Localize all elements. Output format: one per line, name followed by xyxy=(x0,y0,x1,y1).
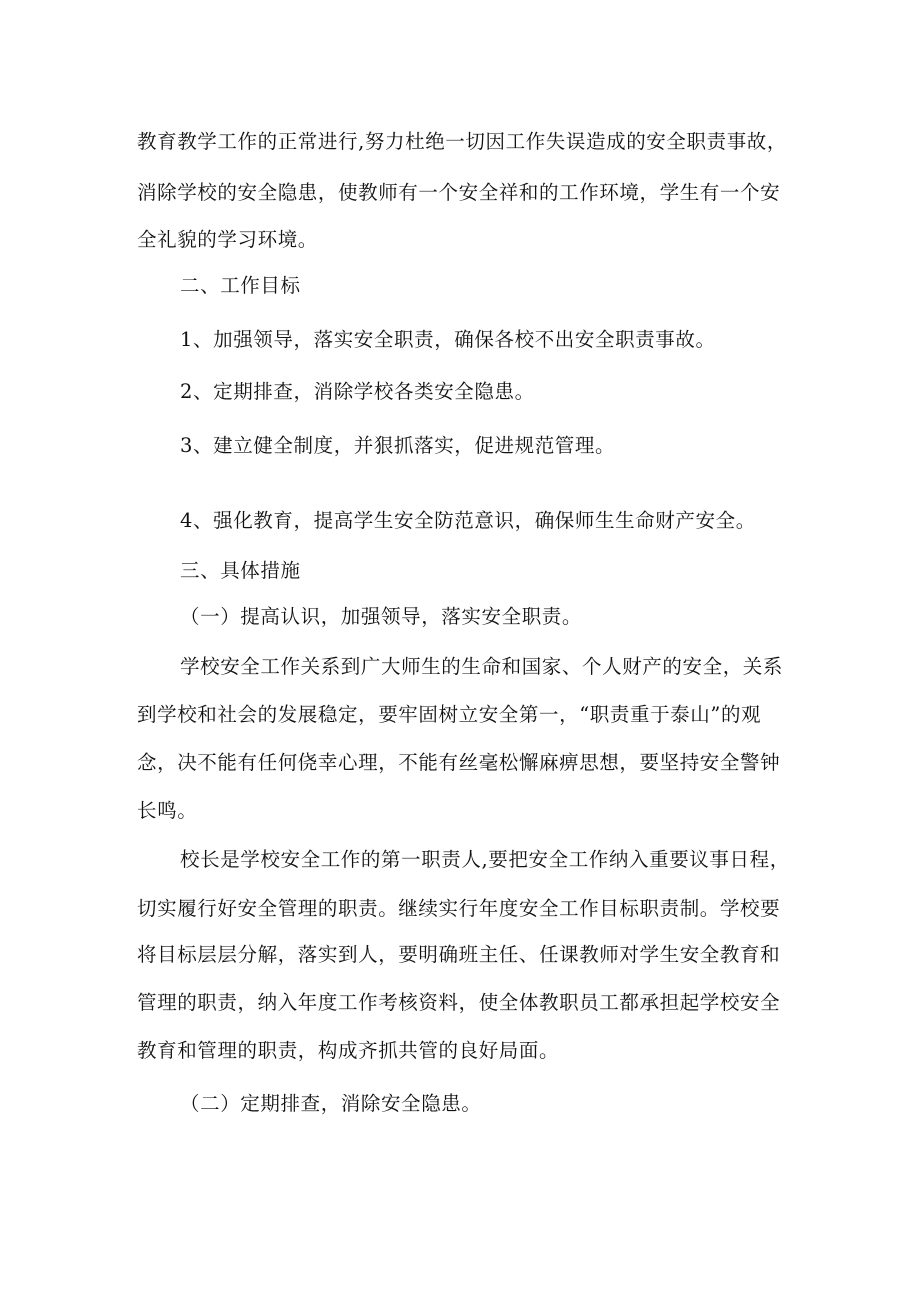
subsection-heading: （二）定期排查，消除安全隐患。 xyxy=(180,1092,482,1115)
section-heading: 三、具体措施 xyxy=(180,559,301,582)
body-line: 教育教学工作的正常进行,努力杜绝一切因工作失误造成的安全职责事故， xyxy=(137,130,787,153)
body-line: 管理的职责，纳入年度工作考核资料，使全体教职员工都承担起学校安全 xyxy=(137,991,781,1014)
list-item: 3、建立健全制度，并狠抓落实，促进规范管理。 xyxy=(180,434,616,457)
body-line: 将目标层层分解，落实到人，要明确班主任、任课教师对学生安全教育和 xyxy=(137,943,781,966)
body-line: 到学校和社会的发展稳定，要牢固树立安全第一，“职责重于泰山”的观 xyxy=(137,703,762,726)
body-line: 校长是学校安全工作的第一职责人,要把安全工作纳入重要议事日程， xyxy=(180,848,790,871)
body-line: 学校安全工作关系到广大师生的生命和国家、个人财产的安全，关系 xyxy=(180,655,784,678)
list-item: 1、加强领导，落实安全职责，确保各校不出安全职责事故。 xyxy=(180,328,716,351)
list-item: 4、强化教育，提高学生安全防范意识，确保师生生命财产安全。 xyxy=(180,509,756,532)
list-item: 2、定期排查，消除学校各类安全隐患。 xyxy=(180,380,535,403)
body-line: 念，决不能有任何侥幸心理，不能有丝毫松懈麻痹思想，要坚持安全警钟 xyxy=(137,751,781,774)
body-line: 全礼貌的学习环境。 xyxy=(137,228,318,251)
section-heading: 二、工作目标 xyxy=(180,274,301,297)
body-line: 切实履行好安全管理的职责。继续实行年度安全工作目标职责制。学校要 xyxy=(137,897,781,920)
subsection-heading: （一）提高认识，加强领导，落实安全职责。 xyxy=(180,605,583,628)
body-line: 消除学校的安全隐患，使教师有一个安全祥和的工作环境，学生有一个安 xyxy=(137,181,781,204)
body-line: 长鸣。 xyxy=(137,799,198,822)
body-line: 教育和管理的职责，构成齐抓共管的良好局面。 xyxy=(137,1039,560,1062)
